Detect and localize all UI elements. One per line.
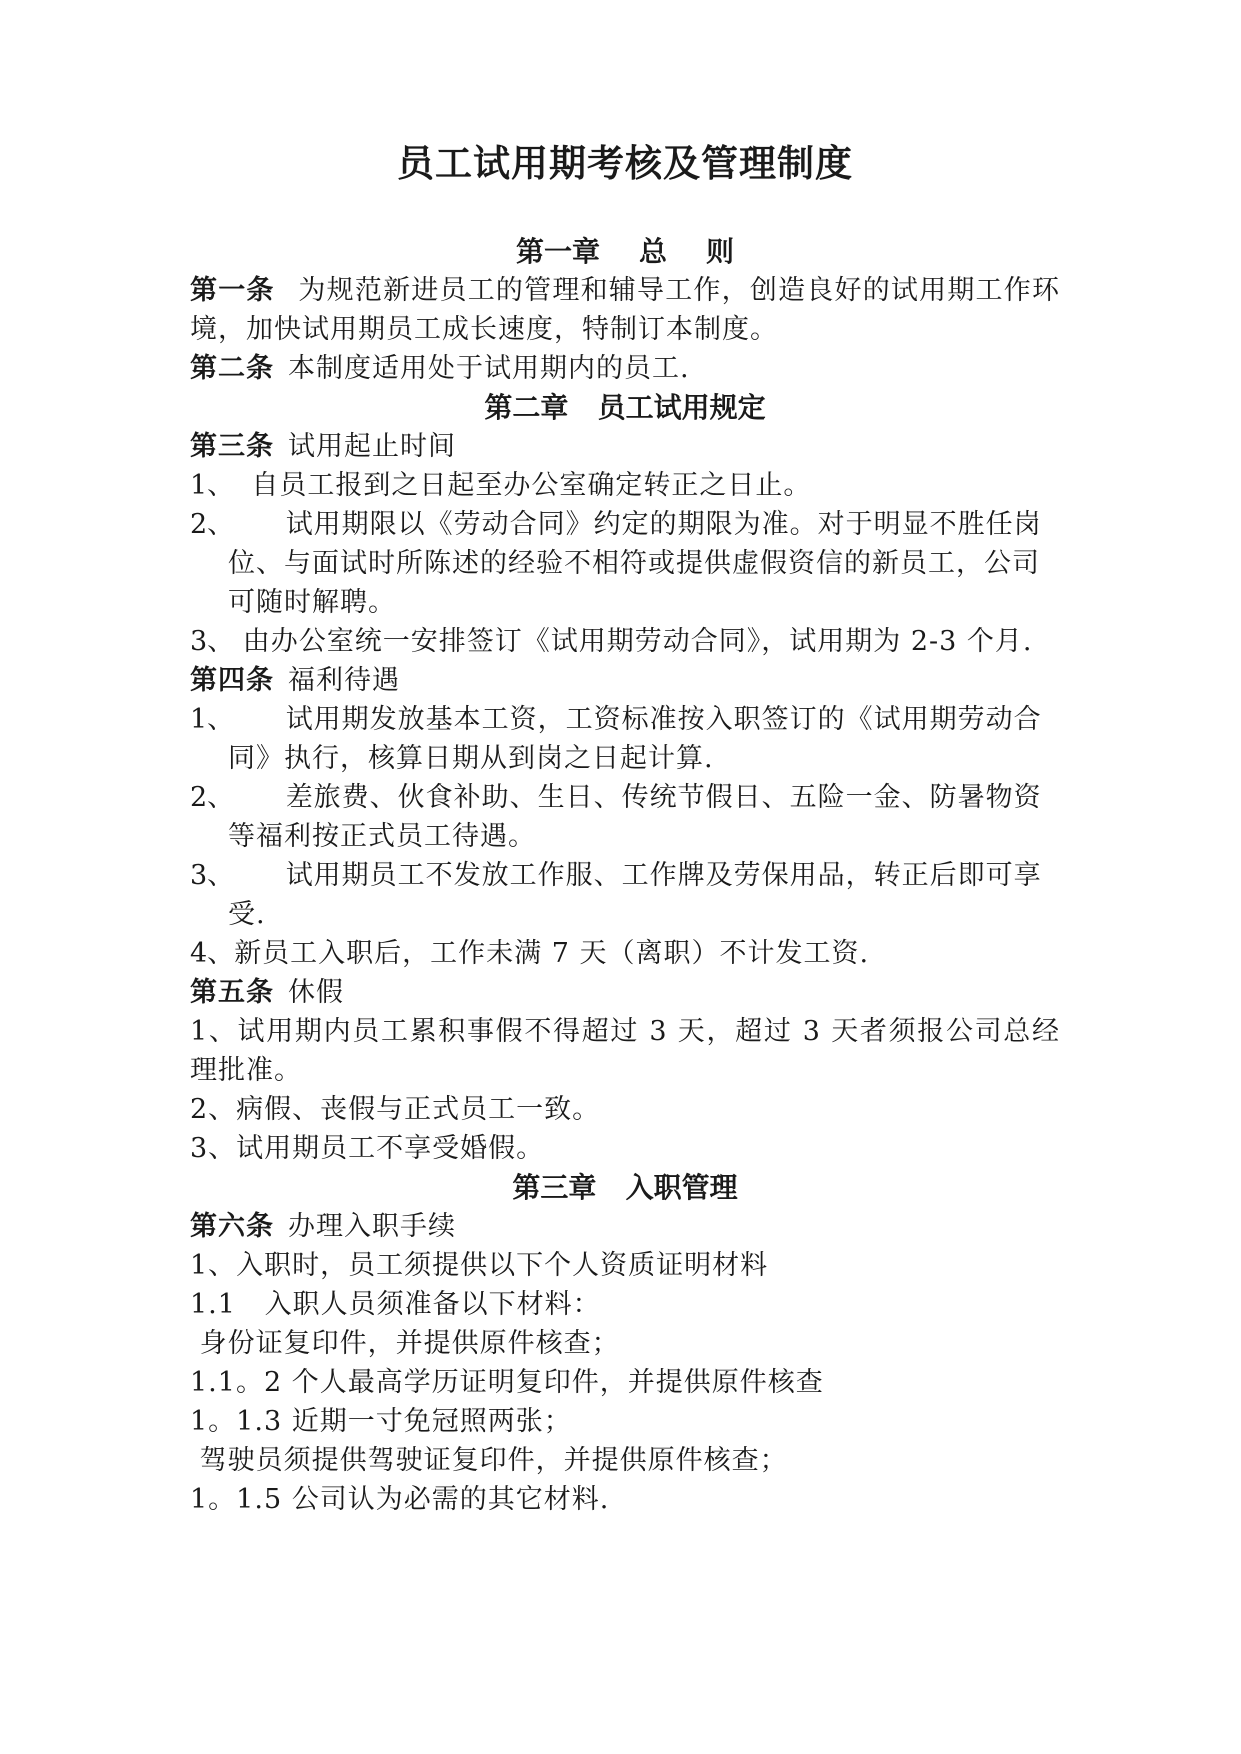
article-label: 第四条 [190, 665, 274, 696]
article-text: 休假 [288, 977, 344, 1008]
list-item: 4、 新员工入职后，工作未满 7 天（离职）不计发工资. [190, 938, 870, 969]
article-text: 为规范新进员工的管理和辅导工作，创造良好的试用期工作环境，加快试用期员工成长速度，特制订本制度。 [190, 275, 1060, 345]
article-label: 第三条 [190, 431, 274, 462]
list-item: 1。1.5 公司认为必需的其它材料. [190, 1484, 610, 1515]
chapter-1-heading: 第一章 总 则 [516, 235, 734, 268]
article-label: 第五条 [190, 977, 274, 1008]
list-item: 1。1.3 近期一寸免冠照两张； [190, 1406, 572, 1437]
article-label: 第二条 [190, 353, 274, 384]
list-item: 身份证复印件，并提供原件核查； [190, 1328, 620, 1359]
list-item: 2、 试用期限以《劳动合同》约定的期限为准。对于明显不胜任岗 [190, 509, 1042, 540]
list-item: 3、 由办公室统一安排签订《试用期劳动合同》，试用期为 2-3 个月. [190, 626, 1033, 657]
article-6-items [190, 1246, 1060, 1519]
article-2 [190, 349, 1060, 388]
document-page [190, 140, 1060, 1519]
article-text: 试用起止时间 [288, 431, 456, 462]
list-item-continuation: 受. [228, 899, 266, 930]
article-label: 第六条 [190, 1211, 274, 1242]
article-5 [190, 973, 1060, 1012]
list-item: 2、病假、丧假与正式员工一致。 [190, 1094, 601, 1125]
list-item: 驾驶员须提供驾驶证复印件，并提供原件核查； [190, 1445, 788, 1476]
list-item: 3、 试用期员工不发放工作服、工作牌及劳保用品，转正后即可享 [190, 860, 1042, 891]
list-item: 1、 自员工报到之日起至办公室确定转正之日止。 [190, 470, 812, 501]
article-3-items [190, 466, 1060, 661]
article-text: 办理入职手续 [288, 1211, 456, 1242]
list-item: 1.1 入职人员须准备以下材料： [190, 1289, 601, 1320]
list-item: 1、 试用期发放基本工资，工资标准按入职签订的《试用期劳动合 [190, 704, 1042, 735]
list-item: 1、入职时，员工须提供以下个人资质证明材料 [190, 1250, 769, 1281]
chapter-2-heading: 第二章 员工试用规定 [484, 391, 766, 424]
list-item: 1.1。2 个人最高学历证明复印件，并提供原件核查 [190, 1367, 824, 1398]
chapter-3-heading: 第三章 入职管理 [512, 1171, 738, 1204]
article-1 [190, 271, 1060, 349]
document-title: 员工试用期考核及管理制度 [397, 142, 853, 185]
article-text: 本制度适用处于试用期内的员工. [288, 353, 690, 384]
article-text: 福利待遇 [288, 665, 400, 696]
article-5-items [190, 1012, 1060, 1168]
list-item: 2、 差旅费、伙食补助、生日、传统节假日、五险一金、防暑物资 [190, 782, 1042, 813]
list-item-continuation: 等福利按正式员工待遇。 [228, 821, 536, 852]
list-item-continuation: 同》执行，核算日期从到岗之日起计算. [228, 743, 714, 774]
list-item-continuation: 位、与面试时所陈述的经验不相符或提供虚假资信的新员工，公司可随时解聘。 [228, 548, 1040, 618]
article-4-items [190, 700, 1060, 973]
list-item: 3、试用期员工不享受婚假。 [190, 1133, 545, 1164]
article-3 [190, 427, 1060, 466]
article-label: 第一条 [190, 275, 275, 306]
article-6 [190, 1207, 1060, 1246]
list-item: 1、试用期内员工累积事假不得超过 3 天，超过 3 天者须报公司总经理批准。 [190, 1016, 1060, 1086]
article-4 [190, 661, 1060, 700]
